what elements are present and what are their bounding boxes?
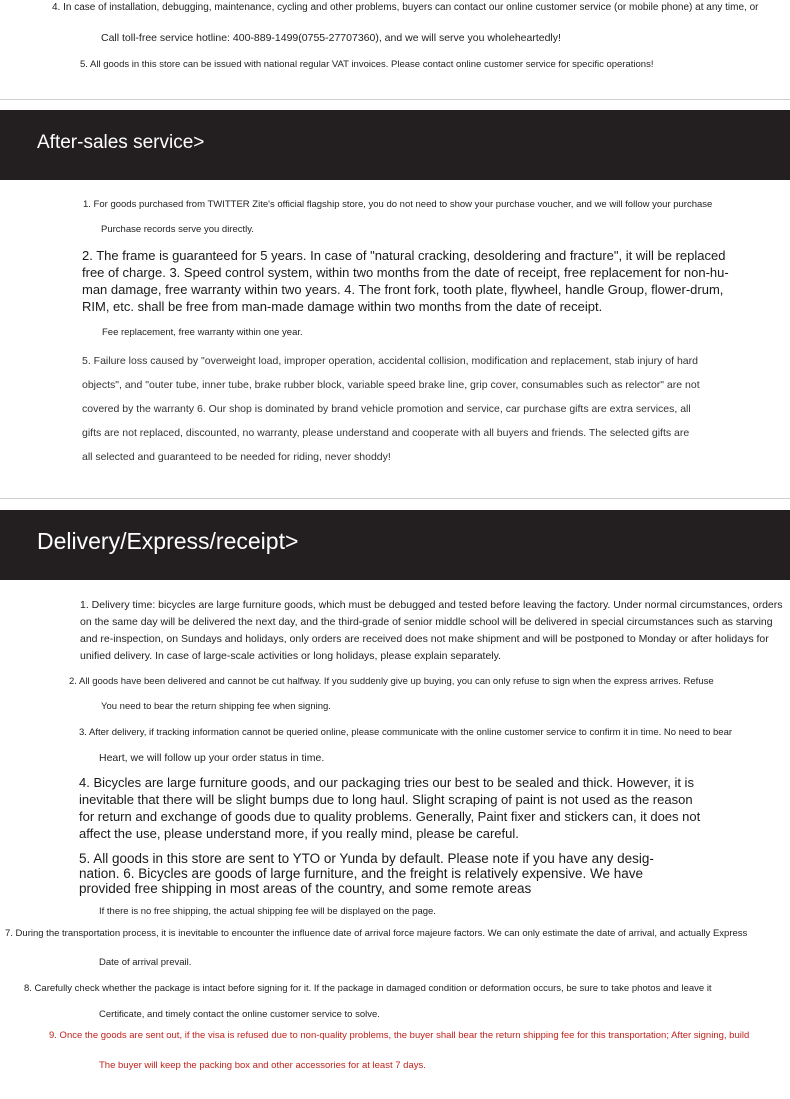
after-sales-item-5: 5. Failure loss caused by "overweight load, improper operation, accidental collision, modification and replacement, stab injury of hard objects", and "outer tube, inner tube, brake rubber block, variable speed brake line, grip cover, consumables such as relector" are not covered by the warranty 6. Our shop is dominated by brand vehicle promotion and service, car purchase gifts are extra services, all gifts are not replaced, discounted, no warranty, please understand and cooperate with all buyers and friends. The selected gifts are all selected and guaranteed to be needed for riding, never shoddy!	[82, 355, 700, 463]
delivery-heading: Delivery/Express/receipt>	[37, 528, 299, 554]
delivery-item-7-continued: Date of arrival prevail.	[99, 957, 192, 968]
delivery-item-8: 8. Carefully check whether the package is intact before signing for it. If the package in damaged condition or deformation occurs, be sure to take photos and leave it	[24, 983, 712, 994]
top-item-4-continued: Call toll-free service hotline: 400-889-1499(0755-27707360), and we will serve you wholeheartedly!	[101, 32, 561, 44]
delivery-item-9-continued: The buyer will keep the packing box and other accessories for at least 7 days.	[99, 1060, 426, 1071]
top-item-5: 5. All goods in this store can be issued with national regular VAT invoices. Please contact online customer service for specific operations!	[80, 59, 654, 70]
delivery-item-5: 5. All goods in this store are sent to YTO or Yunda by default. Please note if you have any desig-nation. 6. Bicycles are goods of large furniture, and the freight is relatively expensive. We have provided free shipping in most areas of the country, and some remote areas	[79, 851, 654, 896]
delivery-item-7: 7. During the transportation process, it is inevitable to encounter the influence date of arrival force majeure factors. We can only estimate the date of arrival, and actually Express	[5, 928, 748, 939]
delivery-item-3: 3. After delivery, if tracking information cannot be queried online, please communicate with the online customer service to confirm it in time. No need to bear	[79, 727, 733, 738]
top-item-4: 4. In case of installation, debugging, maintenance, cycling and other problems, buyers can contact our online customer service (or mobile phone) at any time, or	[52, 2, 759, 13]
delivery-item-8-continued: Certificate, and timely contact the online customer service to solve.	[99, 1009, 380, 1020]
delivery-item-9: 9. Once the goods are sent out, if the visa is refused due to non-quality problems, the buyer shall bear the return shipping fee for this transportation; After signing, build	[49, 1030, 750, 1041]
delivery-item-5-continued: If there is no free shipping, the actual shipping fee will be displayed on the page.	[99, 906, 436, 917]
delivery-item-1: 1. Delivery time: bicycles are large furniture goods, which must be debugged and tested before leaving the factory. Under normal circumstances, orders on the same day will be delivered the next day, and the third-grade of senior middle school will be delivered in special circumstances such as starving and re-inspection, on Sundays and holidays, only orders are received does not make shipment and will be postponed to Monday or after holidays for unified delivery. In case of large-scale activities or long holidays, please explain separately.	[80, 599, 783, 662]
after-sales-item-1: 1. For goods purchased from TWITTER Zite's official flagship store, you do not need to show your purchase voucher, and we will follow your purchase	[83, 199, 713, 210]
after-sales-banner	[0, 110, 790, 180]
after-sales-item-1-continued: Purchase records serve you directly.	[101, 224, 254, 235]
delivery-banner	[0, 510, 790, 580]
after-sales-item-2-continued: Fee replacement, free warranty within one year.	[102, 327, 303, 338]
delivery-item-4: 4. Bicycles are large furniture goods, and our packaging tries our best to be sealed and thick. However, it is inevitable that there will be slight bumps due to long haul. Slight scraping of paint is not used as the reason for return and exchange of goods due to quality problems. Generally, Paint fixer and stickers can, it does not affect the use, please understand more, if you really mind, please be careful.	[79, 775, 701, 841]
delivery-item-2-continued: You need to bear the return shipping fee when signing.	[101, 701, 331, 712]
delivery-item-3-continued: Heart, we will follow up your order status in time.	[99, 752, 325, 764]
delivery-item-2: 2. All goods have been delivered and cannot be cut halfway. If you suddenly give up buying, you can only refuse to sign when the express arrives. Refuse	[69, 676, 714, 687]
after-sales-item-2: 2. The frame is guaranteed for 5 years. In case of "natural cracking, desoldering and fracture", it will be replaced free of charge. 3. Speed control system, within two months from the date of receipt, free replacement for non-hu-man damage, free warranty within two years. 4. The front fork, tooth plate, flywheel, handle Group, flower-drum, RIM, etc. shall be free from man-made damage within two months from the date of receipt.	[82, 248, 729, 314]
divider	[0, 498, 790, 499]
divider	[0, 99, 790, 100]
after-sales-heading: After-sales service>	[37, 132, 205, 153]
